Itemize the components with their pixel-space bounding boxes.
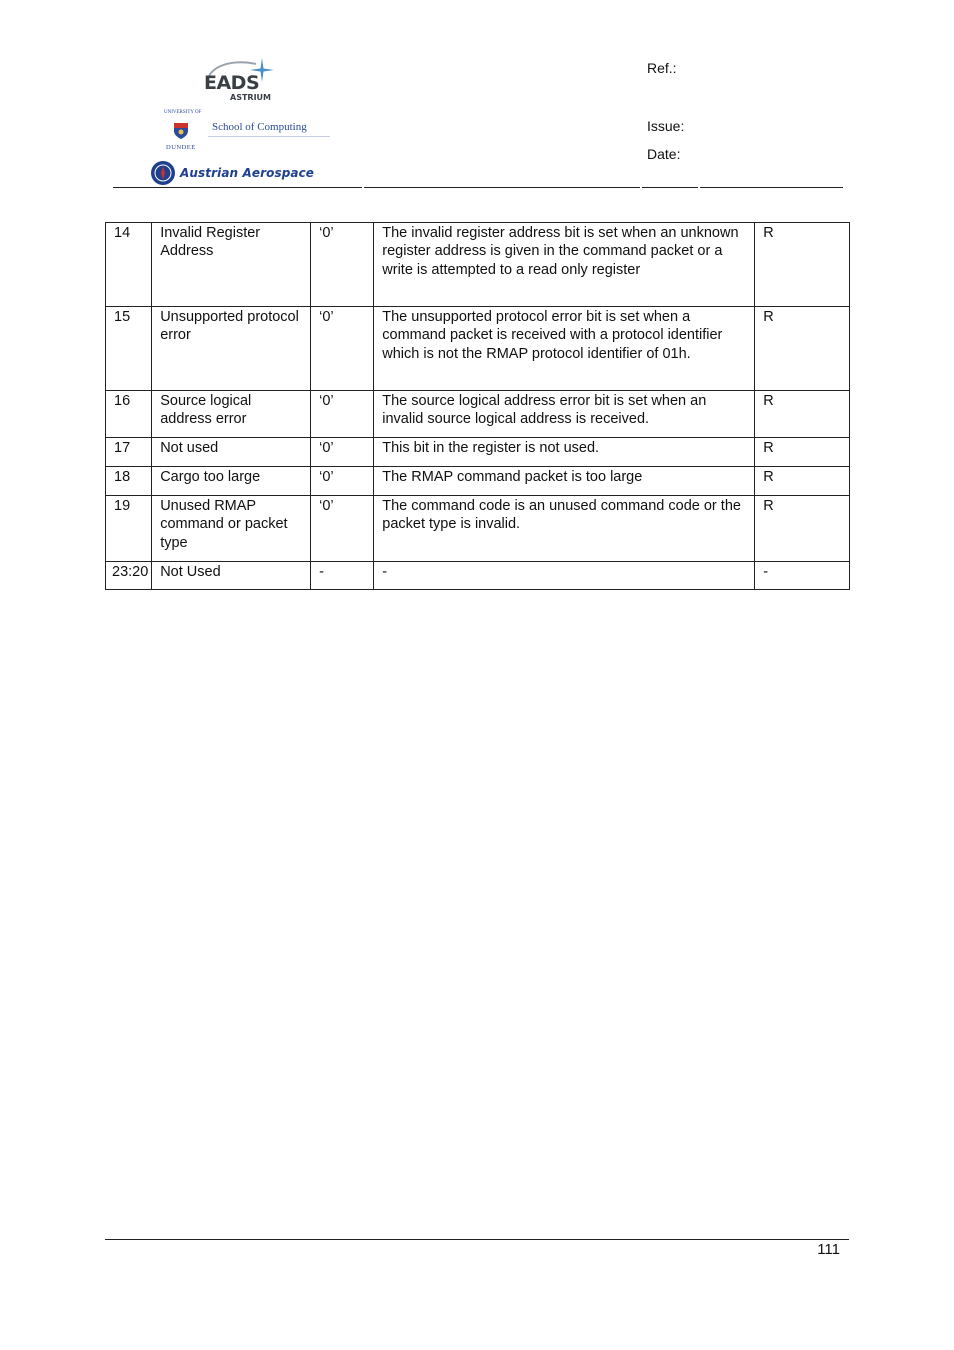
default-cell: ‘0’ bbox=[311, 307, 374, 391]
header-rule-segment bbox=[642, 187, 698, 188]
description-cell: The command code is an unused command code or the packet type is invalid. bbox=[374, 496, 755, 562]
bit-cell: 19 bbox=[106, 496, 152, 562]
access-cell: R bbox=[755, 391, 850, 438]
header-rule-segment bbox=[700, 187, 843, 188]
default-cell: ‘0’ bbox=[311, 467, 374, 496]
default-cell: ‘0’ bbox=[311, 496, 374, 562]
name-cell: Unsupported protocol error bbox=[152, 307, 311, 391]
dundee-underline bbox=[208, 136, 330, 137]
name-cell: Invalid Register Address bbox=[152, 223, 311, 307]
table-row bbox=[106, 562, 850, 590]
footer-rule bbox=[105, 1239, 849, 1240]
default-cell: - bbox=[311, 562, 374, 590]
table-row bbox=[106, 223, 850, 307]
access-cell: R bbox=[755, 438, 850, 467]
header-rule-segment bbox=[113, 187, 362, 188]
description-cell: The source logical address error bit is set when an invalid source logical address is received. bbox=[374, 391, 755, 438]
default-cell: ‘0’ bbox=[311, 391, 374, 438]
description-cell: The invalid register address bit is set when an unknown register address is given in the command packet or a write is attempted to a read only register bbox=[374, 223, 755, 307]
school-of-computing-text: School of Computing bbox=[212, 121, 307, 133]
bit-cell: 16 bbox=[106, 391, 152, 438]
description-cell: The unsupported protocol error bit is set when a command packet is received with a protocol identifier which is not the RMAP protocol identifier of 01h. bbox=[374, 307, 755, 391]
bit-cell: 18 bbox=[106, 467, 152, 496]
table-row bbox=[106, 438, 850, 467]
name-cell: Not Used bbox=[152, 562, 311, 590]
default-cell: ‘0’ bbox=[311, 223, 374, 307]
name-cell: Not used bbox=[152, 438, 311, 467]
table-row bbox=[106, 467, 850, 496]
dundee-text: DUNDEE bbox=[166, 144, 196, 151]
register-bit-table bbox=[105, 222, 850, 590]
dundee-school-of-computing-logo bbox=[152, 110, 332, 156]
access-cell: - bbox=[755, 562, 850, 590]
date-label: Date: bbox=[647, 146, 681, 162]
astrium-brand-text: ASTRIUM bbox=[230, 93, 272, 102]
eads-astrium-logo bbox=[200, 56, 280, 106]
page-number: 111 bbox=[817, 1241, 840, 1258]
eads-brand-text: EADS bbox=[204, 72, 260, 94]
university-crest-icon bbox=[173, 122, 189, 140]
description-cell: The RMAP command packet is too large bbox=[374, 467, 755, 496]
issue-label: Issue: bbox=[647, 118, 685, 134]
bit-cell: 23:20 bbox=[106, 562, 152, 590]
description-cell: This bit in the register is not used. bbox=[374, 438, 755, 467]
ref-label: Ref.: bbox=[647, 60, 677, 76]
austrian-aerospace-logo bbox=[150, 160, 350, 188]
name-cell: Cargo too large bbox=[152, 467, 311, 496]
table-row bbox=[106, 391, 850, 438]
access-cell: R bbox=[755, 467, 850, 496]
access-cell: R bbox=[755, 496, 850, 562]
table-row bbox=[106, 307, 850, 391]
name-cell: Source logical address error bbox=[152, 391, 311, 438]
access-cell: R bbox=[755, 307, 850, 391]
table-row bbox=[106, 496, 850, 562]
default-cell: ‘0’ bbox=[311, 438, 374, 467]
austrian-aerospace-emblem-icon bbox=[150, 160, 176, 186]
austrian-aerospace-text: Austrian Aerospace bbox=[180, 166, 315, 180]
access-cell: R bbox=[755, 223, 850, 307]
name-cell: Unused RMAP command or packet type bbox=[152, 496, 311, 562]
bit-cell: 14 bbox=[106, 223, 152, 307]
description-cell: - bbox=[374, 562, 755, 590]
header-rule-segment bbox=[364, 187, 640, 188]
university-arc-text: UNIVERSITY OF bbox=[164, 110, 202, 115]
bit-cell: 17 bbox=[106, 438, 152, 467]
bit-cell: 15 bbox=[106, 307, 152, 391]
